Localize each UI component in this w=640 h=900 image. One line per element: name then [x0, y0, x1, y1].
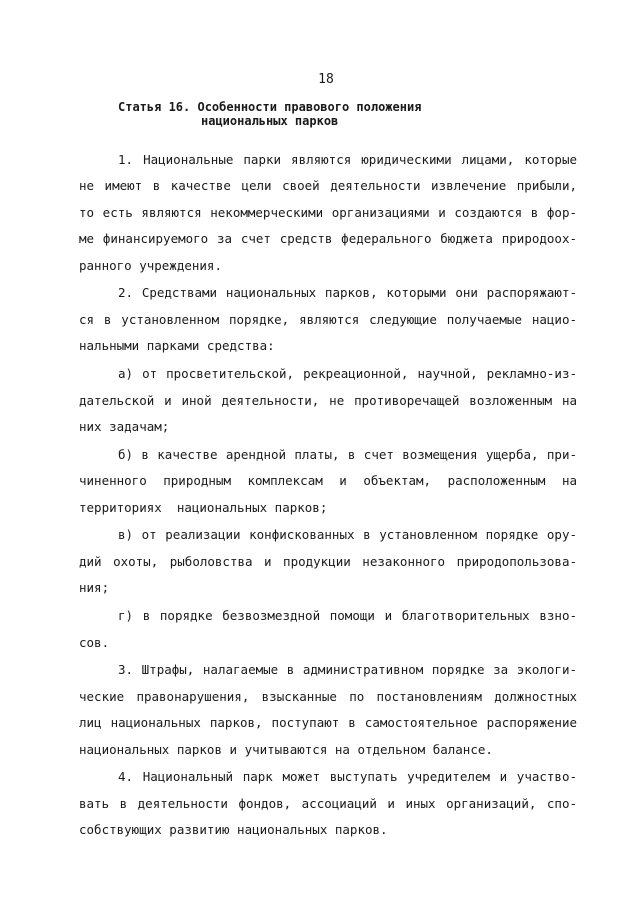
paragraph-2 — [79, 280, 577, 359]
article-heading — [118, 100, 421, 128]
text-line: г) в порядке безвозмездной помощи и благотворительных взно- — [118, 608, 577, 624]
text-line: 2. Средствами национальных парков, которыми они распоряжают- — [118, 285, 577, 301]
text-line: ме финансируемого за счет средств федерального бюджета природоох- — [79, 231, 577, 247]
text-line: территориях национальных парков; — [79, 499, 328, 515]
text-line: дательской и иной деятельности, не противоречащей возложенным на — [79, 392, 577, 408]
text-line: сов. — [79, 634, 110, 650]
text-line: б) в качестве арендной платы, в счет возмещения ущерба, при- — [118, 446, 577, 462]
text-line: 4. Национальный парк может выступать учредителем и участво- — [118, 769, 577, 785]
paragraph-3 — [79, 657, 577, 763]
article-heading-line-2: национальных парков — [201, 114, 339, 128]
page-number: 18 — [318, 72, 334, 87]
article-heading-line-1: Статья 16. Особенности правового положения — [118, 100, 422, 114]
text-line: чиненного природным комплексам и объектам, расположенным на — [79, 473, 577, 489]
text-line: 3. Штрафы, налагаемые в административном порядке за экологи- — [118, 662, 577, 678]
item-b — [79, 442, 577, 521]
text-line: дий охоты, рыболовства и продукции незаконного природопользова- — [79, 553, 577, 569]
text-line: них задачам; — [79, 418, 170, 434]
paragraph-4 — [79, 764, 577, 843]
text-line: 1. Национальные парки являются юридическими лицами, которые — [118, 152, 577, 167]
text-line: то есть являются некоммерческими организациями и создаются в фор- — [79, 204, 577, 220]
item-g — [79, 603, 577, 656]
text-line: а) от просветительской, рекреационной, научной, рекламно-из- — [118, 366, 577, 382]
text-line: ния; — [79, 580, 110, 596]
text-line: ся в установленном порядке, являются следующие получаемые нацио- — [79, 311, 577, 327]
paragraph-1 — [79, 147, 577, 279]
text-line: лиц национальных парков, поступают в самостоятельное распоряжение — [79, 715, 577, 731]
text-line: вать в деятельности фондов, ассоциаций и иных организаций, спо- — [79, 795, 577, 811]
text-line: ческие правонарушения, взысканные по постановлениям должностных — [79, 688, 577, 704]
text-line: не имеют в качестве цели своей деятельности извлечение прибыли, — [79, 178, 577, 194]
text-line: национальных парков и учитываются на отдельном балансе. — [79, 741, 493, 757]
item-v — [79, 522, 577, 601]
article-body — [79, 147, 577, 844]
text-line: ранного учреждения. — [79, 257, 222, 273]
item-a — [79, 361, 577, 440]
text-line: собствующих развитию национальных парков. — [79, 822, 388, 838]
text-line: нальными парками средства: — [79, 338, 275, 354]
text-line: в) от реализации конфискованных в установленном порядке ору- — [118, 527, 577, 543]
